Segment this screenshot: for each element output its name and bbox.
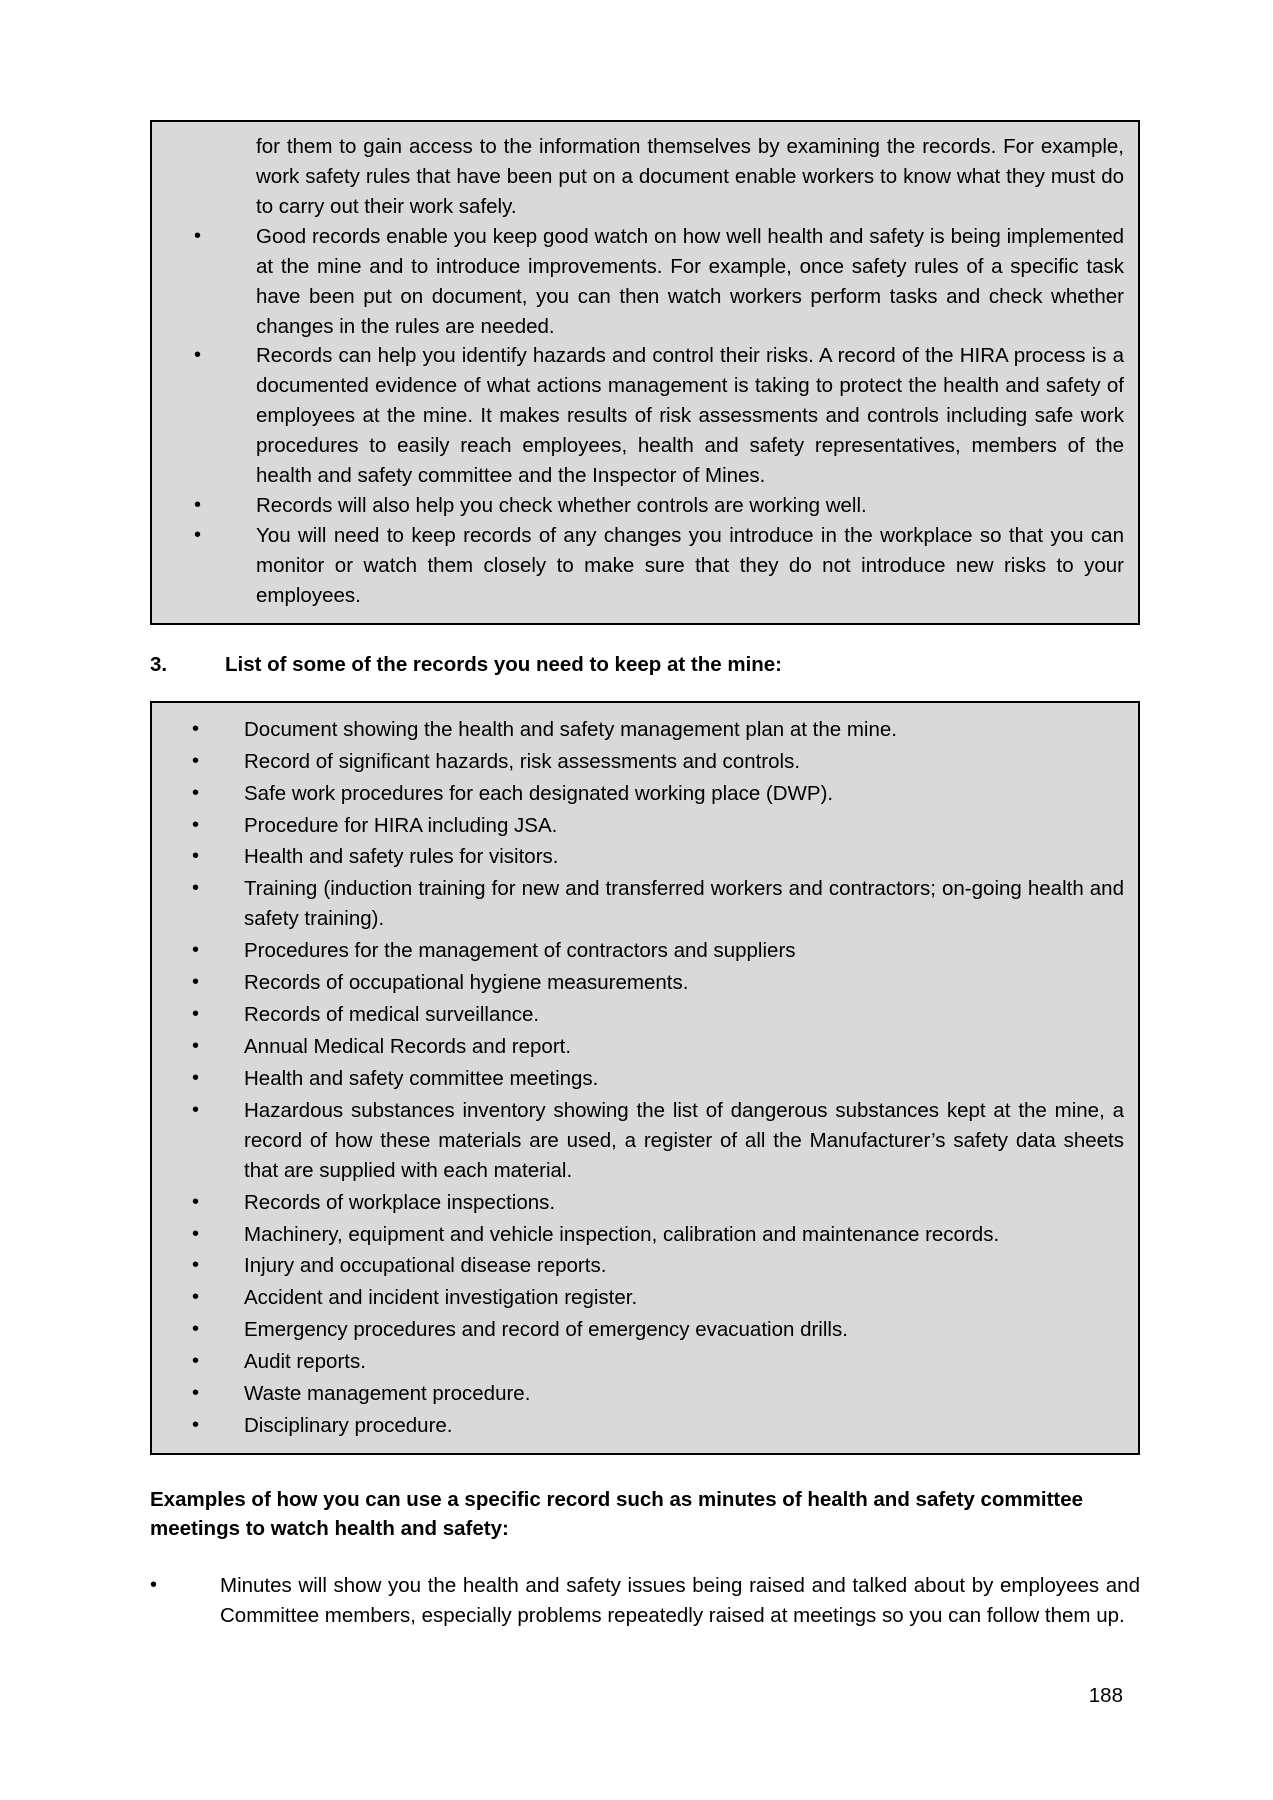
list-item-text: Record of significant hazards, risk assessments and controls. bbox=[244, 749, 801, 773]
bullet-icon: • bbox=[192, 877, 200, 900]
list-item bbox=[166, 1096, 1124, 1186]
list-item-text: Health and safety committee meetings. bbox=[244, 1066, 599, 1090]
examples-bullet-list bbox=[150, 1571, 1140, 1631]
list-item-text: Records of occupational hygiene measurements. bbox=[244, 971, 689, 995]
list-item bbox=[166, 491, 1124, 521]
list-item-text: Machinery, equipment and vehicle inspection, calibration and maintenance records. bbox=[244, 1222, 1000, 1246]
list-item bbox=[166, 1064, 1124, 1094]
list-item bbox=[166, 1347, 1124, 1377]
list-item bbox=[166, 1283, 1124, 1313]
list-item-text: Records of workplace inspections. bbox=[244, 1190, 556, 1214]
list-item bbox=[150, 1571, 1140, 1631]
bullet-icon: • bbox=[192, 1350, 200, 1373]
list-item bbox=[166, 811, 1124, 841]
list-item-text: Hazardous substances inventory showing the list of dangerous substances kept at the mine, a record of how these materials are used, a register of all the Manufacturer’s safety data sheets that are supplied with each material. bbox=[244, 1098, 1124, 1182]
bullet-icon: • bbox=[192, 1003, 200, 1026]
list-item-text: Minutes will show you the health and safety issues being raised and talked about by employees and Committee members, especially problems repeatedly raised at meetings so you can follow them up. bbox=[220, 1574, 1140, 1628]
list-item bbox=[166, 1000, 1124, 1030]
list-item bbox=[166, 1188, 1124, 1218]
list-item bbox=[166, 1251, 1124, 1281]
bullet-icon: • bbox=[192, 845, 200, 868]
list-item-text: Waste management procedure. bbox=[244, 1382, 531, 1406]
bullet-icon: • bbox=[194, 224, 202, 247]
records-bullet-list bbox=[166, 715, 1124, 1441]
examples-heading: Examples of how you can use a specific record such as minutes of health and safety committee meetings to watch health and safety: bbox=[150, 1487, 1084, 1541]
section-title: List of some of the records you need to keep at the mine: bbox=[225, 652, 783, 676]
list-item bbox=[166, 936, 1124, 966]
list-item-text: Records of medical surveillance. bbox=[244, 1003, 540, 1027]
list-item bbox=[166, 779, 1124, 809]
list-item-text: Training (induction training for new and transferred workers and contractors; on-going health and safety training). bbox=[244, 877, 1124, 931]
list-item bbox=[166, 222, 1124, 342]
continued-paragraph bbox=[166, 132, 1124, 222]
bullet-icon: • bbox=[192, 1222, 200, 1245]
bullet-icon: • bbox=[192, 749, 200, 772]
list-item-text: You will need to keep records of any changes you introduce in the workplace so that you can monitor or watch them closely to make sure that they do not introduce new risks to your employees. bbox=[256, 523, 1124, 607]
section-number: 3. bbox=[150, 652, 168, 676]
list-item bbox=[166, 1032, 1124, 1062]
bullet-icon: • bbox=[194, 523, 202, 546]
list-item bbox=[166, 747, 1124, 777]
bullet-icon: • bbox=[192, 813, 200, 836]
list-item-text: Injury and occupational disease reports. bbox=[244, 1254, 607, 1278]
bullet-icon: • bbox=[192, 1382, 200, 1405]
list-item-text: Audit reports. bbox=[244, 1350, 366, 1374]
list-item bbox=[166, 341, 1124, 491]
list-item-text: Emergency procedures and record of emergency evacuation drills. bbox=[244, 1318, 848, 1342]
bullet-icon: • bbox=[192, 1414, 200, 1437]
list-item-text: Records will also help you check whether controls are working well. bbox=[256, 494, 867, 518]
list-item bbox=[166, 521, 1124, 611]
bullet-icon: • bbox=[192, 971, 200, 994]
intro-records-box bbox=[150, 120, 1140, 625]
intro-bullet-list bbox=[166, 132, 1124, 611]
bullet-icon: • bbox=[192, 1034, 200, 1057]
list-item bbox=[166, 1411, 1124, 1441]
bullet-icon: • bbox=[192, 717, 200, 740]
list-item-text: Safe work procedures for each designated working place (DWP). bbox=[244, 781, 834, 805]
page-number: 188 bbox=[1088, 1684, 1123, 1707]
bullet-icon: • bbox=[192, 1098, 200, 1121]
bullet-icon: • bbox=[192, 1066, 200, 1089]
continued-paragraph-text: for them to gain access to the information themselves by examining the records. For example, work safety rules that have been put on a document enable workers to know what they must do to carry out their work safely. bbox=[256, 135, 1124, 218]
list-item-text: Disciplinary procedure. bbox=[244, 1414, 453, 1438]
list-item bbox=[166, 1379, 1124, 1409]
list-item-text: Procedures for the management of contractors and suppliers bbox=[244, 939, 796, 963]
list-item-text: Records can help you identify hazards and control their risks. A record of the HIRA process is a documented evidence of what actions management is taking to protect the health and safety of employees at the mine. It makes results of risk assessments and controls including safe work procedures to easily reach employees, health and safety representatives, members of the health and safety committee and the Inspector of Mines. bbox=[256, 344, 1124, 488]
list-item-text: Accident and incident investigation register. bbox=[244, 1286, 638, 1310]
bullet-icon: • bbox=[150, 1574, 158, 1597]
list-item-text: Health and safety rules for visitors. bbox=[244, 845, 559, 869]
section-heading bbox=[150, 653, 1140, 677]
list-item bbox=[166, 715, 1124, 745]
bullet-icon: • bbox=[192, 1190, 200, 1213]
list-item bbox=[166, 874, 1124, 934]
list-item bbox=[166, 1315, 1124, 1345]
bullet-icon: • bbox=[192, 1286, 200, 1309]
bullet-icon: • bbox=[194, 494, 202, 517]
list-item-text: Procedure for HIRA including JSA. bbox=[244, 813, 558, 837]
list-item-text: Good records enable you keep good watch on how well health and safety is being implemented at the mine and to introduce improvements. For example, once safety rules of a specific task have been put on document, you can then watch workers perform tasks and check whether changes in the rules are needed. bbox=[256, 224, 1124, 338]
list-item-text: Document showing the health and safety management plan at the mine. bbox=[244, 717, 897, 741]
list-item-text: Annual Medical Records and report. bbox=[244, 1034, 572, 1058]
page-content bbox=[150, 120, 1140, 1631]
bullet-icon: • bbox=[194, 344, 202, 367]
list-item bbox=[166, 842, 1124, 872]
list-item bbox=[166, 968, 1124, 998]
records-list-box bbox=[150, 701, 1140, 1455]
bullet-icon: • bbox=[192, 1318, 200, 1341]
list-item bbox=[166, 1220, 1124, 1250]
bullet-icon: • bbox=[192, 781, 200, 804]
bullet-icon: • bbox=[192, 939, 200, 962]
bullet-icon: • bbox=[192, 1254, 200, 1277]
